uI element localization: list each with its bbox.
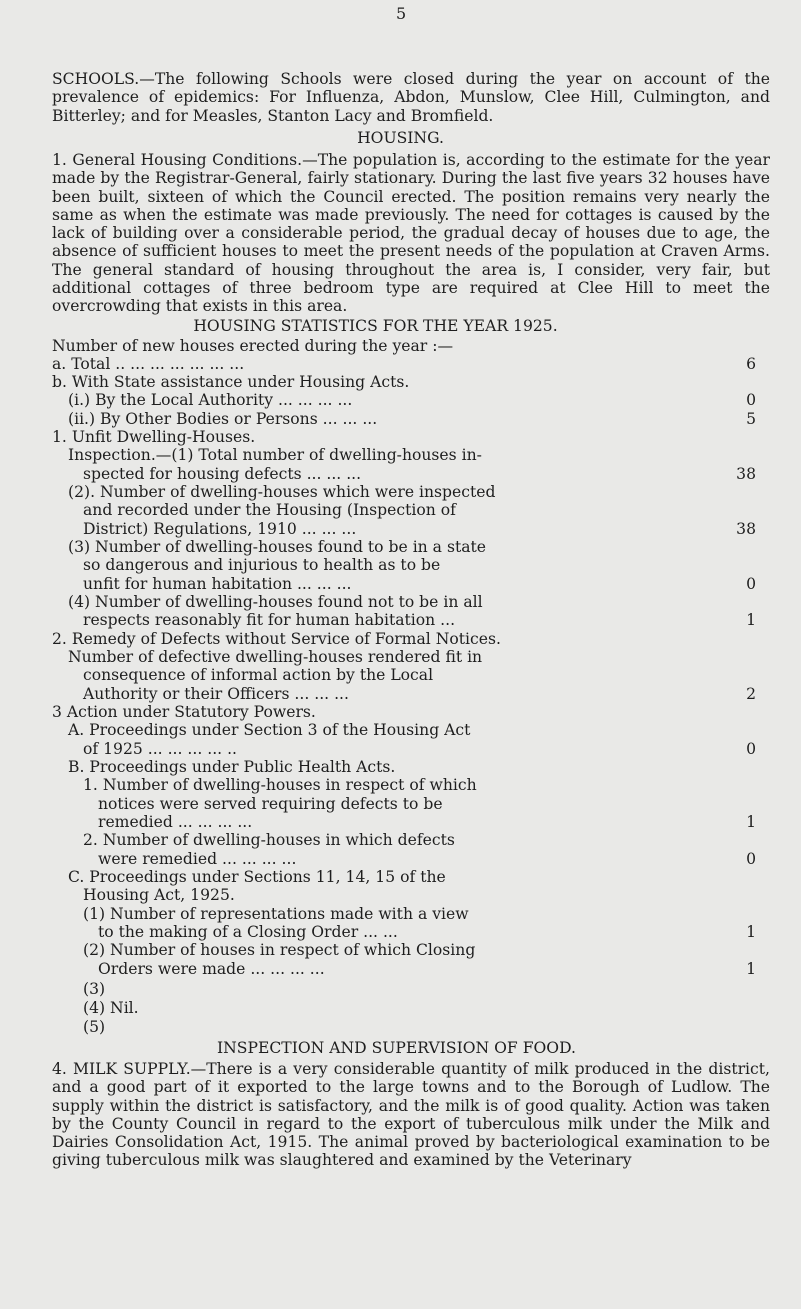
stat-other-bodies-value: 5 <box>746 410 756 428</box>
remedy-line-b: Number of defective dwelling-houses rendered fit in <box>68 648 483 666</box>
proceedings-b1-line-c: remedied ... ... ... ... <box>98 813 253 831</box>
proceedings-b1-line-b: notices were served requiring defects to be <box>98 795 443 813</box>
stat-other-bodies-label: (ii.) By Other Bodies or Persons ... ... ... <box>68 410 378 428</box>
inspection-2-line-a: (2). Number of dwelling-houses which were inspected <box>68 483 496 501</box>
page-number: 5 <box>396 4 407 23</box>
stat-total-label: a. Total .. ... ... ... ... ... ... <box>52 355 245 373</box>
proceedings-c1-value: 1 <box>746 923 756 941</box>
stat-local-authority-value: 0 <box>746 391 756 409</box>
inspection-1-line-a: Inspection.—(1) Total number of dwelling-houses in- <box>68 446 482 464</box>
proceedings-c2-line-a: (2) Number of houses in respect of which Closing <box>83 941 476 959</box>
food-heading: INSPECTION AND SUPERVISION OF FOOD. <box>217 1039 576 1057</box>
proceedings-b2-line-b: were remedied ... ... ... ... <box>98 850 297 868</box>
inspection-3-line-a: (3) Number of dwelling-houses found to be in a state <box>68 538 487 556</box>
proceedings-c3: (3) <box>83 980 106 998</box>
inspection-4-line-b: respects reasonably fit for human habitation ... <box>83 611 456 629</box>
stat-state-assistance-label: b. With State assistance under Housing Acts. <box>52 373 410 391</box>
remedy-value: 2 <box>746 685 756 703</box>
inspection-1-value: 38 <box>736 465 756 483</box>
housing-heading: HOUSING. <box>357 129 444 147</box>
section-unfit-dwellings: 1. Unfit Dwelling-Houses. <box>52 428 256 446</box>
proceedings-b2-line-a: 2. Number of dwelling-houses in which defects <box>83 831 455 849</box>
proceedings-c4: (4) Nil. <box>83 999 139 1017</box>
proceedings-c-line-1: C. Proceedings under Sections 11, 14, 15 of the <box>68 868 446 886</box>
new-houses-intro: Number of new houses erected during the year :— <box>52 337 454 355</box>
proceedings-a-value: 0 <box>746 740 756 758</box>
proceedings-b1-value: 1 <box>746 813 756 831</box>
stat-local-authority-label: (i.) By the Local Authority ... ... ... ... <box>68 391 353 409</box>
schools-paragraph: SCHOOLS.—The following Schools were closed during the year on account of the prevalence of epidemics: For Influenza, Abdon, Munslow, Clee Hill, Culmington, and Bitterley; and for Measles, Stanton Lacy and Bromfield. <box>52 70 770 125</box>
proceedings-c1-line-b: to the making of a Closing Order ... ... <box>98 923 398 941</box>
inspection-4-value: 1 <box>746 611 756 629</box>
inspection-3-line-c: unfit for human habitation ... ... ... <box>83 575 352 593</box>
inspection-4-line-a: (4) Number of dwelling-houses found not to be in all <box>68 593 483 611</box>
proceedings-b-title: B. Proceedings under Public Health Acts. <box>68 758 396 776</box>
milk-supply-paragraph: 4. MILK SUPPLY.—There is a very considerable quantity of milk produced in the district, and a good part of it exported to the large towns and to the Borough of Ludlow. The supply within the district is satisfactory, and the milk is of good quality. Action was taken by the County Council in regard to the export of tuberculous milk under the Milk and Dairies Consolidation Act, 1915. The animal proved by bacteriological examination to be giving tuberculous milk was slaughtered and examined by the Veterinary <box>52 1060 770 1170</box>
proceedings-b1-line-a: 1. Number of dwelling-houses in respect of which <box>83 776 477 794</box>
inspection-3-value: 0 <box>746 575 756 593</box>
proceedings-c-line-2: Housing Act, 1925. <box>83 886 235 904</box>
inspection-2-value: 38 <box>736 520 756 538</box>
proceedings-c5: (5) <box>83 1018 106 1036</box>
inspection-3-line-b: so dangerous and injurious to health as to be <box>83 556 441 574</box>
inspection-2-line-c: District) Regulations, 1910 ... ... ... <box>83 520 357 538</box>
proceedings-c2-value: 1 <box>746 960 756 978</box>
proceedings-c1-line-a: (1) Number of representations made with a view <box>83 905 469 923</box>
proceedings-c2-line-b: Orders were made ... ... ... ... <box>98 960 325 978</box>
stat-total-value: 6 <box>746 355 756 373</box>
proceedings-a-line-1: A. Proceedings under Section 3 of the Housing Act <box>68 721 471 739</box>
inspection-2-line-b: and recorded under the Housing (Inspection of <box>83 501 456 519</box>
housing-statistics-heading: HOUSING STATISTICS FOR THE YEAR 1925. <box>193 317 558 335</box>
inspection-1-line-b: spected for housing defects ... ... ... <box>83 465 362 483</box>
proceedings-a-line-2: of 1925 ... ... ... ... .. <box>83 740 237 758</box>
section-remedy-defects: 2. Remedy of Defects without Service of Formal Notices. <box>52 630 501 648</box>
section-statutory-powers: 3 Action under Statutory Powers. <box>52 703 316 721</box>
remedy-line-c: consequence of informal action by the Local <box>83 666 434 684</box>
remedy-line-d: Authority or their Officers ... ... ... <box>83 685 349 703</box>
housing-paragraph: 1. General Housing Conditions.—The population is, according to the estimate for the year made by the Registrar-General, fairly stationary. During the last five years 32 houses have been built, sixteen of which the Council erected. The position remains very nearly the same as when the estimate was made previously. The need for cottages is caused by the lack of building over a considerable period, the gradual decay of houses due to age, the absence of sufficient houses to meet the present needs of the population at Craven Arms. The general standard of housing throughout the area is, I consider, very fair, but additional cottages of three bedroom type are required at Clee Hill to meet the overcrowding that exists in this area. <box>52 151 770 316</box>
proceedings-b2-value: 0 <box>746 850 756 868</box>
